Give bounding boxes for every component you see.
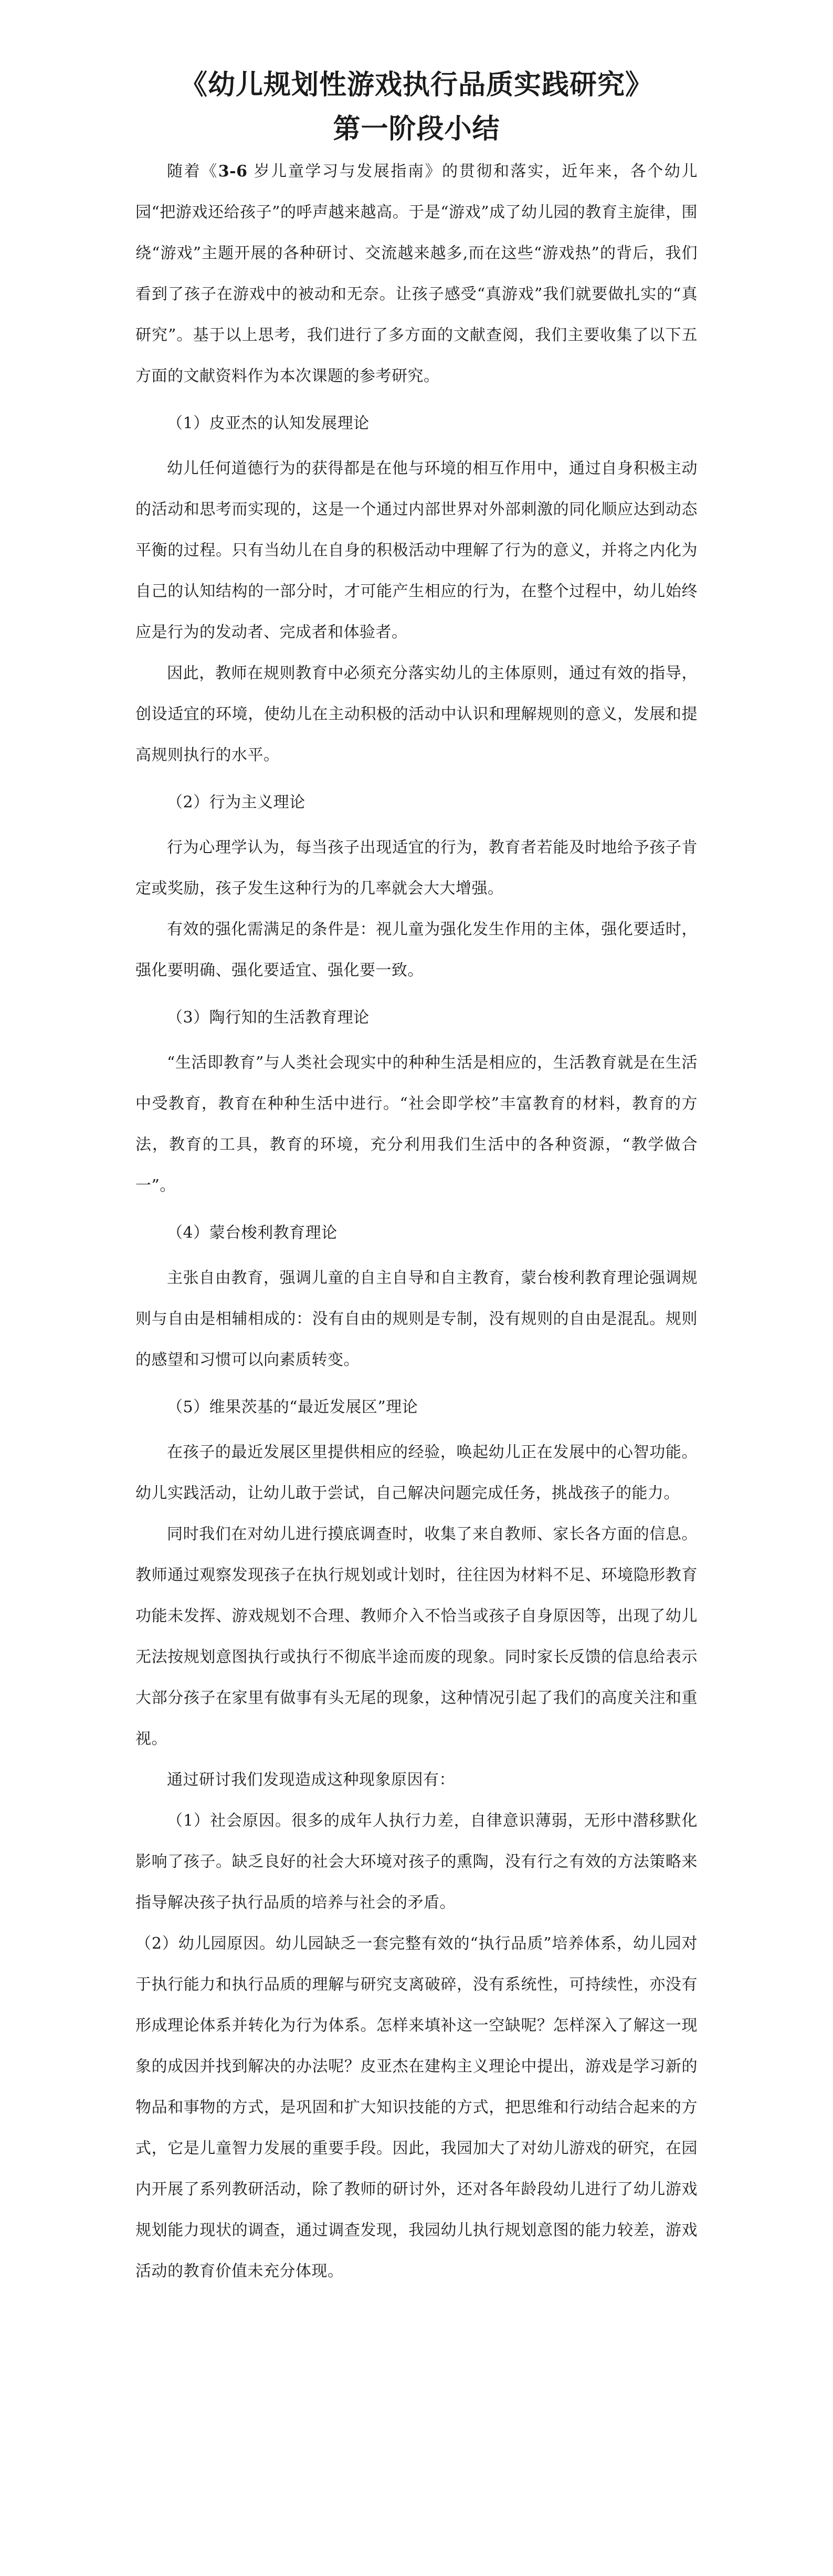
survey-paragraph: 同时我们在对幼儿进行摸底调查时，收集了来自教师、家长各方面的信息。教师通过观察发现孩子在执行规划或计划时，往往因为材料不足、环境隐形教育功能未发挥、游戏规划不合理、教师介入不恰当或孩子自身原因等，出现了幼儿无法按规划意图执行或执行不彻底半途而废的现象。同时家长反馈的信息给表示大部分孩子在家里有做事有头无尾的现象，这种情况引起了我们的高度关注和重视。 bbox=[135, 1525, 698, 1748]
intro-text-rest: 岁儿童学习与发展指南》的贯彻和落实，近年来，各个幼儿园“把游戏还给孩子”的呼声越来越高。于是“游戏”成了幼儿园的教育主旋律，围绕“游戏”主题开展的各种研讨、交流越来越多,而在这些“游戏热”的背后，我们看到了孩子在游戏中的被动和无奈。让孩子感受“真游戏”我们就要做扎实的“真研究”。基于以上思考，我们进行了多方面的文献查阅，我们主要收集了以下五方面的文献资料作为本次课题的参考研究。 bbox=[135, 162, 698, 385]
section-2-paragraph-1: 行为心理学认为，每当孩子出现适宜的行为，教育者若能及时地给予孩子肯定或奖励，孩子发生这种行为的几率就会大大增强。 bbox=[135, 838, 698, 898]
section-2-heading: （2）行为主义理论 bbox=[167, 793, 305, 812]
cause-2-paragraph: （2）幼儿园原因。幼儿园缺乏一套完整有效的“执行品质”培养体系，幼儿园对于执行能力和执行品质的理解与研究支离破碎，没有系统性，可持续性，亦没有形成理论体系并转化为行为体系。怎样来填补这一空缺呢？怎样深入了解这一现象的成因并找到解决的办法呢？皮亚杰在建构主义理论中提出，游戏是学习新的物品和事物的方式，是巩固和扩大知识技能的方式，把思维和行动结合起来的方式，它是儿童智力发展的重要手段。因此，我园加大了对幼儿游戏的研究，在园内开展了系列教研活动，除了教师的研讨外，还对各年龄段幼儿进行了幼儿游戏规划能力现状的调查，通过调查发现，我园幼儿执行规划意图的能力较差，游戏活动的教育价值未充分体现。 bbox=[135, 1934, 698, 2280]
intro-text-bold: 3-6 bbox=[218, 162, 248, 181]
section-4-heading: （4）蒙台梭利教育理论 bbox=[167, 1224, 338, 1242]
intro-text-start: 随着《 bbox=[167, 162, 218, 181]
document-title: 《幼儿规划性游戏执行品质实践研究》 bbox=[180, 69, 653, 101]
section-2-paragraph-2: 有效的强化需满足的条件是：视儿童为强化发生作用的主体，强化要适时，强化要明确、强化要适宜、强化要一致。 bbox=[135, 920, 698, 980]
intro-paragraph bbox=[135, 151, 698, 397]
section-4-paragraph-1: 主张自由教育，强调儿童的自主自导和自主教育，蒙台梭利教育理论强调规则与自由是相辅相成的：没有自由的规则是专制，没有规则的自由是混乱。规则的感望和习惯可以向素质转变。 bbox=[135, 1269, 698, 1369]
section-1-paragraph-1: 幼儿任何道德行为的获得都是在他与环境的相互作用中，通过自身积极主动的活动和思考而实现的，这是一个通过内部世界对外部刺激的同化顺应达到动态平衡的过程。只有当幼儿在自身的积极活动中理解了行为的意义，并将之内化为自己的认知结构的一部分时，才可能产生相应的行为，在整个过程中，幼儿始终应是行为的发动者、完成者和体验者。 bbox=[135, 459, 698, 642]
document-subtitle: 第一阶段小结 bbox=[333, 113, 500, 145]
cause-1-paragraph: （1）社会原因。很多的成年人执行力差，自律意识薄弱，无形中潜移默化影响了孩子。缺乏良好的社会大环境对孩子的熏陶，没有行之有效的方法策略来指导解决孩子执行品质的培养与社会的矛盾。 bbox=[135, 1812, 698, 1912]
section-5-paragraph-1: 在孩子的最近发展区里提供相应的经验，唤起幼儿正在发展中的心智功能。幼儿实践活动，让幼儿敢于尝试，自己解决问题完成任务，挑战孩子的能力。 bbox=[135, 1443, 698, 1502]
section-1-paragraph-2: 因此，教师在规则教育中必须充分落实幼儿的主体原则，通过有效的指导，创设适宜的环境，使幼儿在主动积极的活动中认识和理解规则的意义，发展和提高规则执行的水平。 bbox=[135, 664, 698, 764]
section-3-paragraph-1: “生活即教育”与人类社会现实中的种种生活是相应的，生活教育就是在生活中受教育，教育在种种生活中进行。“社会即学校”丰富教育的材料，教育的方法，教育的工具，教育的环境，充分利用我们生活中的各种资源，“教学做合一”。 bbox=[135, 1054, 698, 1195]
section-1-heading: （1）皮亚杰的认知发展理论 bbox=[167, 414, 370, 433]
section-3-heading: （3）陶行知的生活教育理论 bbox=[167, 1008, 370, 1027]
causes-lead-paragraph: 通过研讨我们发现造成这种现象原因有： bbox=[167, 1771, 455, 1789]
section-5-heading: （5）维果茨基的“最近发展区”理论 bbox=[167, 1398, 418, 1416]
